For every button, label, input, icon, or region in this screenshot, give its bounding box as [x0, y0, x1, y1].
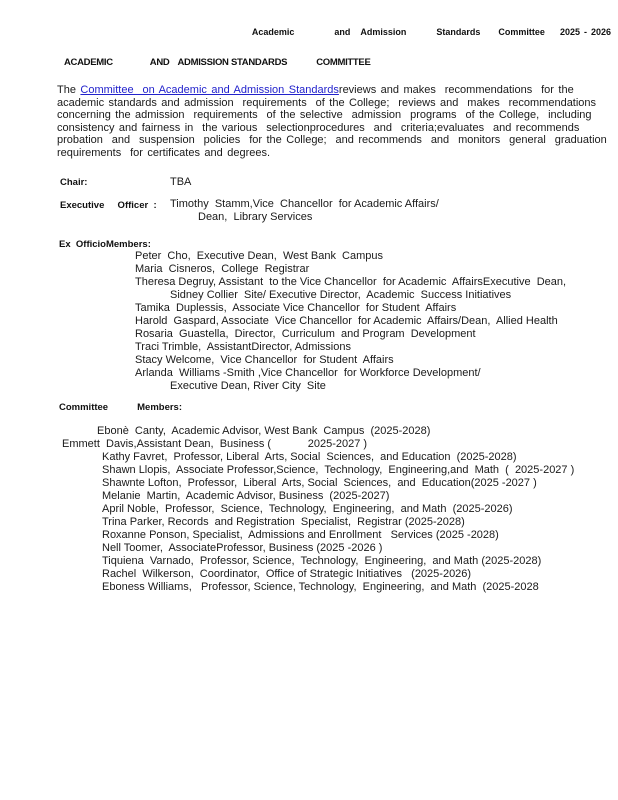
- committee-members-list: [0, 425, 618, 594]
- header-word: Academic: [251, 27, 295, 37]
- intro-line-1: [57, 84, 607, 97]
- header-word: Committee: [498, 27, 545, 37]
- header-word: Standards: [436, 27, 481, 37]
- committee-member: Ebonè Canty, Academic Advisor, West Bank Campus (2025-2028): [97, 425, 431, 437]
- committee-standards-link[interactable]: Committee on Academic and Admission Standards: [80, 84, 339, 96]
- title-word: AND: [149, 57, 170, 68]
- paragraph-line: concerning the admission requirements of the selective admission programs of the College, including: [57, 109, 592, 121]
- executive-officer-row: [60, 198, 439, 224]
- intro-post-link: reviews and makes recommendations for the: [338, 84, 574, 96]
- header-word: 2026: [590, 27, 611, 37]
- ex-officio-member: Arlanda Williams -Smith ,Vice Chancellor for Workforce Development/: [135, 367, 481, 379]
- committee-member: Emmett Davis,Assistant Dean, Business ( 2025-2027 ): [62, 438, 368, 450]
- title-word: COMMITTEE: [316, 57, 371, 68]
- committee-member: Trina Parker, Records and Registration Specialist, Registrar (2025-2028): [102, 516, 465, 528]
- paragraph-line: academic standards and admission requirements of the College; reviews and makes recommendations: [57, 96, 597, 109]
- ex-officio-member: Peter Cho, Executive Dean, West Bank Campus: [135, 250, 384, 262]
- committee-member: Tiquiena Varnado, Professor, Science, Technology, Engineering, and Math (2025-2028): [102, 555, 542, 567]
- executive-officer-label: Executive Officer :: [60, 200, 157, 211]
- committee-member: Kathy Favret, Professor, Liberal Arts, Social Sciences, and Education (2025-2028): [102, 451, 517, 463]
- executive-officer-line1: Timothy Stamm,Vice Chancellor for Academic Affairs/: [170, 198, 439, 210]
- paragraph-line: consistency and fairness in the various selectionprocedures and criteria;evaluates and recommends: [57, 121, 580, 134]
- title-word: ADMISSION STANDARDS: [177, 57, 288, 68]
- committee-member: Roxanne Ponson, Specialist, Admissions and Enrollment Services (2025 -2028): [102, 529, 499, 541]
- committee-member: Melanie Martin, Academic Advisor, Business (2025-2027): [102, 490, 390, 502]
- committee-member: Shawnte Lofton, Professor, Liberal Arts, Social Sciences, and Education(2025 -2027 ): [102, 477, 537, 489]
- ex-officio-member: Rosaria Guastella, Director, Curriculum and Program Development: [135, 328, 476, 340]
- committee-member: Rachel Wilkerson, Coordinator, Office of Strategic Initiatives (2025-2026): [102, 568, 472, 580]
- committee-member: April Noble, Professor, Science, Technology, Engineering, and Math (2025-2026): [102, 503, 513, 515]
- intro-paragraph: [57, 84, 607, 159]
- ex-officio-member: Sidney Collier Site/ Executive Director, Academic Success Initiatives: [170, 289, 512, 301]
- ex-officio-member: Maria Cisneros, College Registrar: [135, 263, 310, 275]
- header-word: and: [334, 27, 351, 37]
- header-word: 2025: [559, 27, 580, 37]
- ex-officio-member: Executive Dean, River City Site: [170, 380, 326, 392]
- committee-member: Nell Toomer, AssociateProfessor, Business (2025 -2026 ): [102, 542, 383, 554]
- ex-officio-member: Harold Gaspard, Associate Vice Chancellor for Academic Affairs/Dean, Allied Health: [135, 315, 558, 327]
- ex-officio-member: Stacy Welcome, Vice Chancellor for Student Affairs: [135, 354, 394, 366]
- running-header: [252, 27, 611, 37]
- ex-officio-list: [0, 250, 618, 393]
- ex-officio-heading: Ex OfficioMembers:: [59, 239, 151, 250]
- committee-member: Eboness Williams, Professor, Science, Technology, Engineering, and Math (2025-2028: [102, 581, 539, 593]
- intro-lines: [57, 97, 607, 160]
- executive-officer-line2: Dean, Library Services: [198, 211, 313, 223]
- ex-officio-member: Traci Trimble, AssistantDirector, Admissions: [135, 341, 351, 353]
- title-word: ACADEMIC: [64, 57, 113, 68]
- committee-member: Shawn Llopis, Associate Professor,Science, Technology, Engineering,and Math ( 2025-2027 ): [102, 464, 575, 476]
- chair-value: TBA: [170, 176, 192, 188]
- committee-members-heading: Committee Members:: [59, 402, 182, 413]
- chair-row: [60, 176, 191, 188]
- paragraph-line: probation and suspension policies for the College; and recommends and monitors general graduation: [57, 134, 607, 146]
- ex-officio-member: Theresa Degruy, Assistant to the Vice Chancellor for Academic AffairsExecutive Dean,: [135, 276, 567, 288]
- chair-label: Chair:: [60, 177, 88, 188]
- header-word: -: [583, 27, 587, 37]
- ex-officio-member: Tamika Duplessis, Associate Vice Chancellor for Student Affairs: [135, 302, 457, 314]
- intro-pre-link: The: [57, 84, 81, 96]
- paragraph-line: requirements for certificates and degrees.: [57, 146, 271, 159]
- header-word: Admission: [360, 27, 407, 37]
- document-title: [64, 57, 371, 68]
